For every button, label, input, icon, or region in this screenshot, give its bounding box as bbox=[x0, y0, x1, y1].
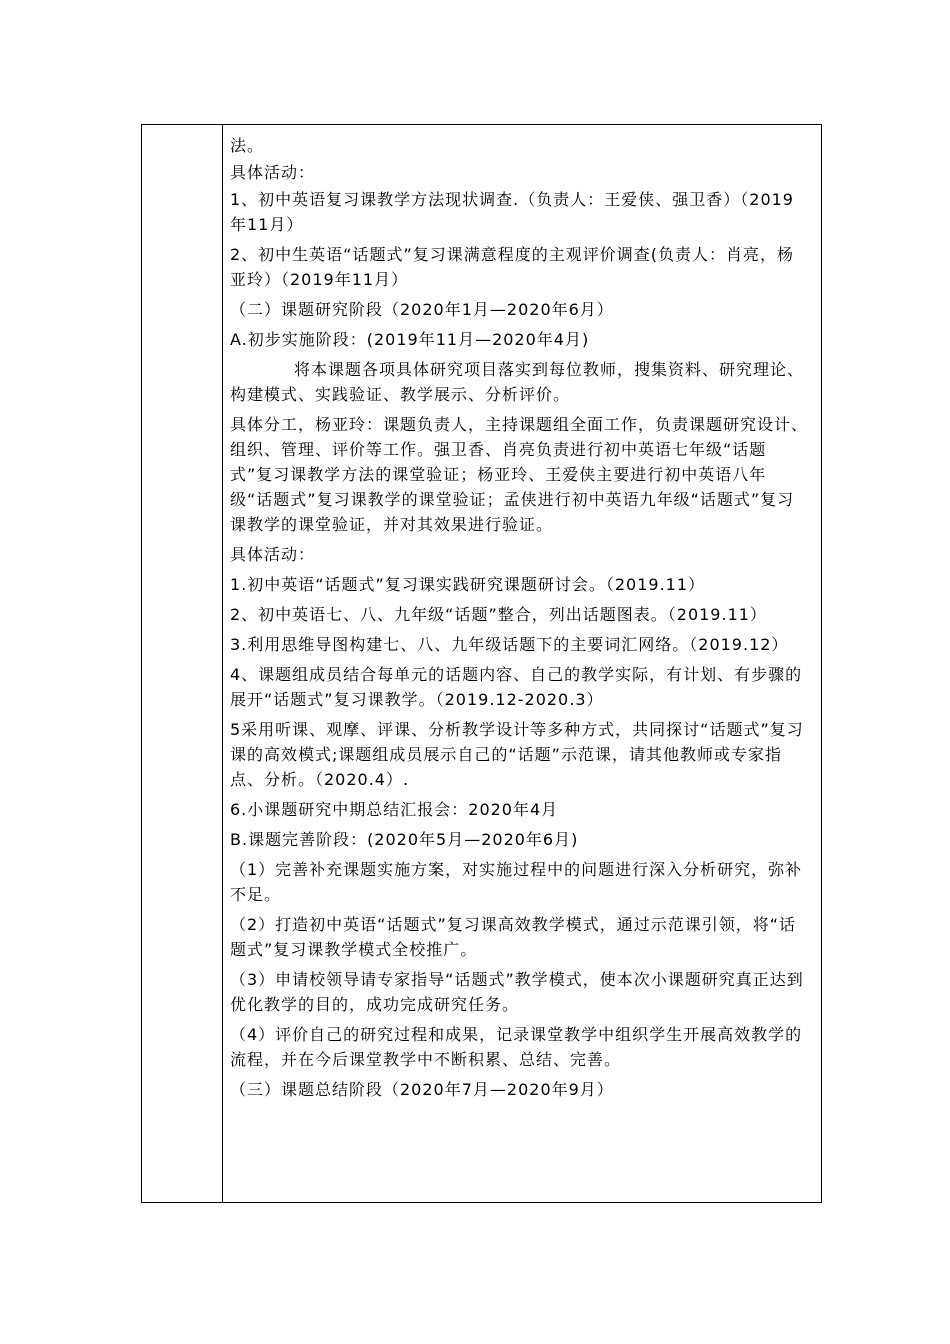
section-heading-3: （三）课题总结阶段（2020年7月—2020年9月） bbox=[230, 1080, 614, 1099]
document-table bbox=[141, 124, 822, 1203]
paragraph-4: 2、初中生英语“话题式”复习课满意程度的主观评价调查(负责人：肖亮，杨亚玲）（2019年11月） bbox=[230, 245, 795, 289]
paragraph-15: 6.小课题研究中期总结汇报会：2020年4月 bbox=[230, 800, 559, 819]
paragraph-3: 1、初中英语复习课教学方法现状调查.（负责人：王爱侠、强卫香）（2019年11月） bbox=[230, 190, 794, 234]
paragraph-10: 1.初中英语“话题式”复习课实践研究课题研讨会。（2019.11） bbox=[230, 575, 706, 594]
paragraph-19: （3）申请校领导请专家指导“话题式”教学模式，使本次小课题研究真正达到优化教学的目的，成功完成研究任务。 bbox=[230, 970, 804, 1014]
paragraph-2: 具体活动： bbox=[230, 163, 316, 182]
paragraph-12: 3.利用思维导图构建七、八、九年级话题下的主要词汇网络。（2019.12） bbox=[230, 635, 789, 654]
paragraph-1: 法。 bbox=[230, 136, 265, 155]
section-heading-2: （二）课题研究阶段（2020年1月—2020年6月） bbox=[230, 300, 614, 319]
paragraph-20: （4）评价自己的研究过程和成果，记录课堂教学中组织学生开展高效教学的流程，并在今后课堂教学中不断积累、总结、完善。 bbox=[230, 1025, 803, 1069]
paragraph-8: 具体分工，杨亚玲：课题负责人，主持课题组全面工作，负责课题研究设计、组织、管理、评价等工作。强卫香、肖亮负责进行初中英语七年级“话题式”复习课教学方法的课堂验证；杨亚玲、王爱侠主要进行初中英语八年级“话题式”复习课教学的课堂验证；孟侠进行初中英语九年级“话题式”复习课教学的课堂验证，并对其效果进行验证。 bbox=[230, 415, 809, 534]
paragraph-9: 具体活动： bbox=[230, 545, 316, 564]
paragraph-18: （2）打造初中英语“话题式”复习课高效教学模式，通过示范课引领，将“话题式”复习课教学模式全校推广。 bbox=[230, 915, 797, 959]
subsection-heading-b: B.课题完善阶段：(2020年5月—2020年6月) bbox=[230, 830, 579, 849]
table-content-cell bbox=[230, 133, 809, 1107]
paragraph-14: 5采用听课、观摩、评课、分析教学设计等多种方式，共同探讨“话题式”复习课的高效模式;课题组成员展示自己的“话题”示范课，请其他教师或专家指点、分析。（2020.4）. bbox=[230, 720, 804, 789]
subsection-heading-a: A.初步实施阶段：(2019年11月—2020年4月) bbox=[230, 330, 590, 349]
paragraph-13: 4、课题组成员结合每单元的话题内容、自己的教学实际，有计划、有步骤的展开“话题式”复习课教学。（2019.12-2020.3） bbox=[230, 665, 803, 709]
paragraph-7: 将本课题各项具体研究项目落实到每位教师，搜集资料、研究理论、构建模式、实践验证、教学展示、分析评价。 bbox=[230, 360, 805, 404]
column-divider bbox=[222, 125, 223, 1202]
paragraph-11: 2、初中英语七、八、九年级“话题”整合，列出话题图表。（2019.11） bbox=[230, 605, 767, 624]
paragraph-17: （1）完善补充课题实施方案，对实施过程中的问题进行深入分析研究，弥补不足。 bbox=[230, 860, 803, 904]
